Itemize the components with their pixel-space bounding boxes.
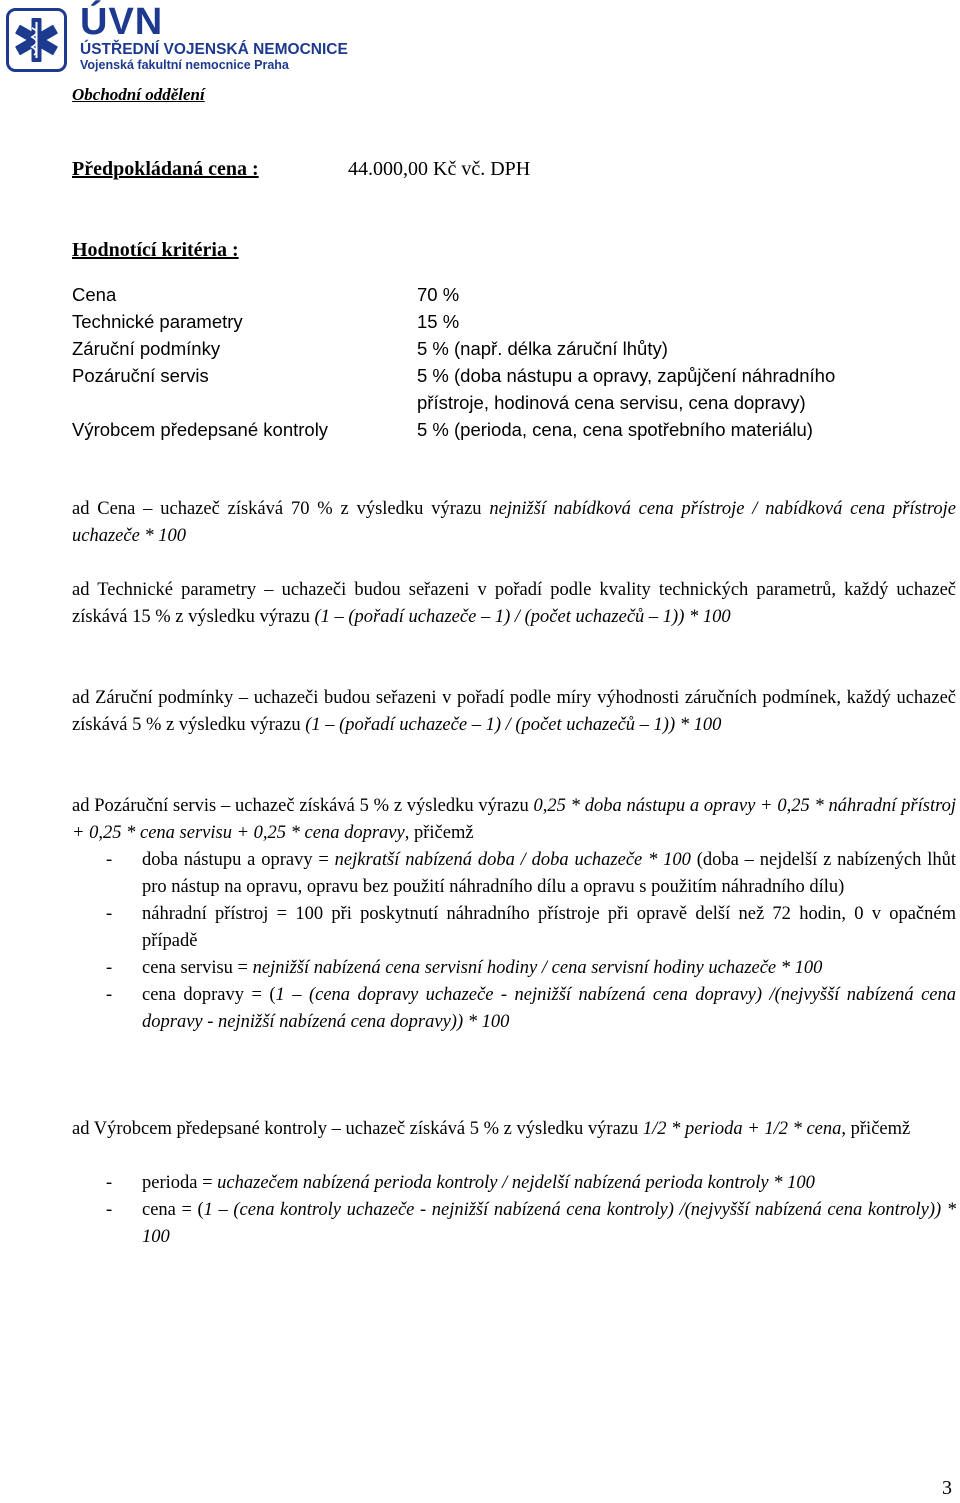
criterion-name: Záruční podmínky	[72, 338, 221, 359]
price-label: Předpokládaná cena :	[72, 158, 259, 180]
list-item: - perioda = uchazečem nabízená perioda kontroly / nejdelší nabízená perioda kontroly * 100	[72, 1170, 956, 1197]
paragraph-text: ad Záruční podmínky – uchazeči budou seřazeni v pořadí podle míry výhodnosti záručních podmínek, každý uchazeč získává 5 % z výsledku výrazu	[72, 688, 956, 735]
formula-text: 0,25 * doba nástupu a opravy + 0,25 * náhradní přístroj + 0,25 * cena servisu + 0,25 * cena dopravy	[72, 796, 956, 843]
paragraph-text: ad Pozáruční servis – uchazeč získává 5 % z výsledku výrazu	[72, 796, 534, 816]
bullet-dash: -	[106, 850, 113, 870]
paragraph-text: ad Cena – uchazeč získává 70 % z výsledku výrazu	[72, 499, 490, 519]
logo-short-name: ÚVN	[80, 1, 164, 43]
bullet-dash: -	[106, 1200, 113, 1220]
criterion-value: 5 % (např. délka záruční lhůty)	[417, 338, 668, 359]
list-item: - cena = (1 – (cena kontroly uchazeče - nejnižší nabízená cena kontroly) /(nejvyšší nabízená cena kontroly)) * 100	[72, 1197, 956, 1251]
bullet-dash: -	[106, 904, 113, 924]
bullet-dash: -	[106, 1173, 113, 1193]
criterion-name: Cena	[72, 284, 117, 305]
organization-name: ÚSTŘEDNÍ VOJENSKÁ NEMOCNICE	[80, 41, 348, 58]
hospital-logo-icon	[6, 8, 67, 72]
organization-subtitle: Vojenská fakultní nemocnice Praha	[80, 58, 289, 72]
criterion-name: Technické parametry	[72, 311, 243, 332]
formula-text: nejnižší nabídková cena přístroje / nabídková cena přístroje uchazeče * 100	[72, 499, 956, 546]
paragraph-text: ad Technické parametry – uchazeči budou seřazeni v pořadí podle kvality technických parametrů, každý uchazeč získává 15 % z výsledku výrazu	[72, 580, 956, 627]
list-item: - doba nástupu a opravy = nejkratší nabízená doba / doba uchazeče * 100 (doba – nejdelší z nabízených lhůt pro nástup na opravu, opravu bez použití náhradního dílu a opravu s použitím náhradního dílu)	[72, 847, 956, 901]
paragraph-text: , přičemž	[404, 823, 474, 843]
bullet-dash: -	[106, 958, 113, 978]
formula-text: (1 – (pořadí uchazeče – 1) / (počet uchazečů – 1)) * 100	[314, 607, 731, 627]
kontroly-list	[72, 1170, 956, 1251]
list-item: - náhradní přístroj = 100 při poskytnutí náhradního přístroje při opravě delší než 72 hodin, 0 v opačném případě	[72, 901, 956, 955]
paragraph-pozarucni-servis	[72, 793, 956, 847]
criterion-value: 5 % (doba nástupu a opravy, zapůjčení náhradního	[417, 365, 836, 386]
criterion-name: Pozáruční servis	[72, 365, 209, 386]
criterion-value: přístroje, hodinová cena servisu, cena dopravy)	[417, 392, 806, 413]
criterion-value: 5 % (perioda, cena, cena spotřebního materiálu)	[417, 419, 813, 440]
paragraph-cena	[72, 496, 956, 550]
department-heading: Obchodní oddělení	[72, 85, 205, 104]
paragraph-text: ad Výrobcem předepsané kontroly – uchazeč získává 5 % z výsledku výrazu	[72, 1119, 643, 1139]
criteria-heading: Hodnotící kritéria :	[72, 239, 239, 261]
criterion-value: 15 %	[417, 311, 460, 332]
formula-text: 1/2 * perioda + 1/2 * cena	[642, 1119, 842, 1139]
page-number: 3	[942, 1477, 952, 1499]
criterion-name: Výrobcem předepsané kontroly	[72, 419, 329, 440]
bullet-dash: -	[106, 985, 113, 1005]
criterion-value: 70 %	[417, 284, 460, 305]
pozarucni-servis-list	[72, 847, 956, 1036]
paragraph-text: , přičemž	[841, 1119, 911, 1139]
paragraph-vyrobcem-predepsane-kontroly	[72, 1116, 956, 1143]
list-item: - cena servisu = nejnižší nabízená cena servisní hodiny / cena servisní hodiny uchazeče * 100	[72, 955, 956, 982]
paragraph-zarucni-podminky	[72, 685, 956, 739]
paragraph-technicke-parametry	[72, 577, 956, 631]
formula-text: (1 – (pořadí uchazeče – 1) / (počet uchazečů – 1)) * 100	[305, 715, 722, 735]
price-value: 44.000,00 Kč vč. DPH	[348, 158, 531, 180]
list-item: - cena dopravy = (1 – (cena dopravy uchazeče - nejnižší nabízená cena dopravy) /(nejvyšší nabízená cena dopravy - nejnižší nabízená cena dopravy)) * 100	[72, 982, 956, 1036]
